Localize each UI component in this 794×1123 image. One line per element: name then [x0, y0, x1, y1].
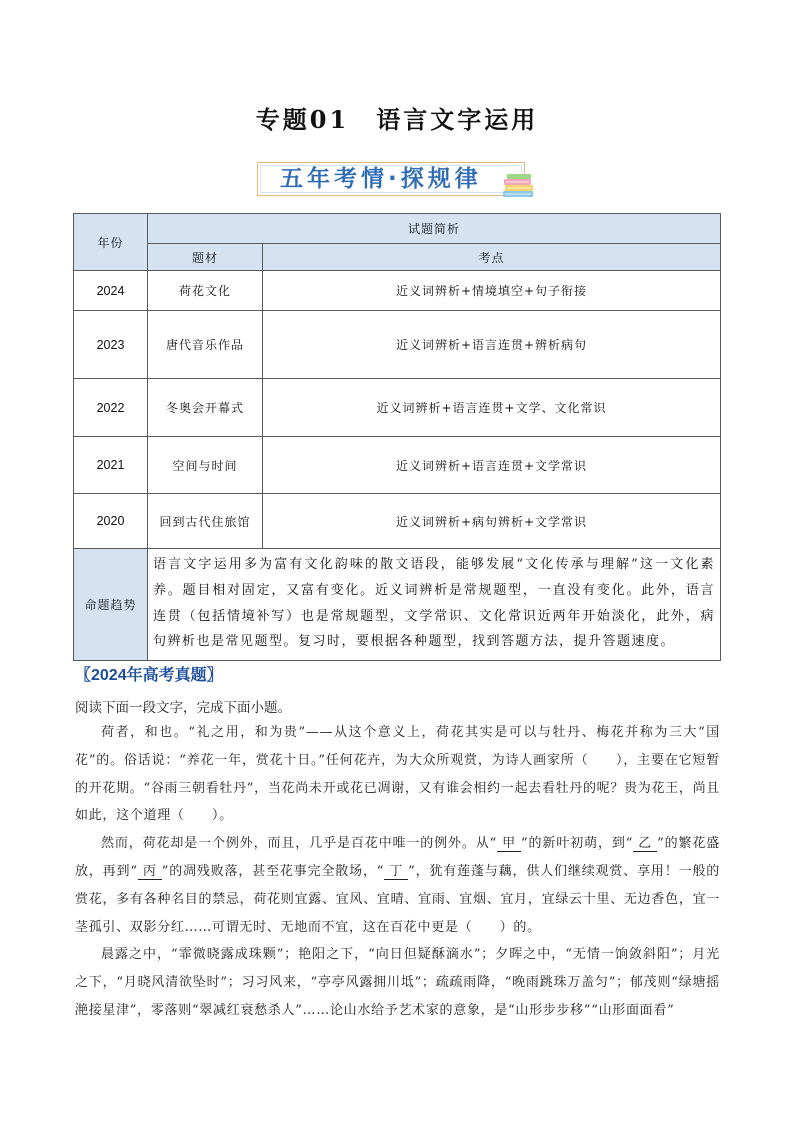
row-topic: 冬奥会开幕式 — [148, 379, 263, 437]
passage-text: ”，犹有莲蓬与藕，供人们继续观赏、享用！一般的赏花，多有各种名目的禁忌，荷花则宜露、宜风、宜晴、宜雨、宜烟、宜月，宜绿云十里、无边香色，宜一茎孤引、双影分红……可谓无时、无地而不宜，这在百花中更是（ ）的。 — [75, 863, 720, 935]
trend-text: 语言文字运用多为富有文化韵味的散文语段，能够发展“文化传承与理解”这一文化素养。题目相对固定，又富有变化。近义词辨析是常规题型，一直没有变化。此外，语言连贯（包括情境补写）也是常规题型，文学常识、文化常识近两年开始淡化，此外，病句辨析也是常见题型。复习时，要根据各种题型，找到答题方法，提升答题速度。 — [148, 549, 721, 661]
row-topic: 回到古代住旅馆 — [148, 494, 263, 549]
table-row — [74, 494, 721, 549]
table-row — [74, 379, 721, 437]
page-title: 专题01 语言文字运用 — [255, 105, 539, 134]
table-row — [74, 311, 721, 379]
exam-analysis-table — [73, 213, 721, 661]
banner-text: 五年考情·探规律 — [280, 166, 482, 192]
trend-label: 命题趋势 — [74, 549, 148, 661]
blank-yi: 乙 — [633, 836, 657, 852]
header-topic: 题材 — [148, 244, 263, 271]
passage-text: ”的新叶初萌，到“ — [521, 836, 634, 852]
passage-text: 然而，荷花却是一个例外，而且，几乎是百花中唯一的例外。从“ — [101, 836, 497, 852]
passage-paragraph-1: 荷者，和也。“礼之用，和为贵”——从这个意义上，荷花其实是可以与牡丹、梅花并称为三大“国花”的。俗话说：“养花一年，赏花十日。”任何花卉，为大众所观赏，为诗人画家所（ ），主要在它短暂的开花期。“谷雨三朝看牡丹”，当花尚未开或花已凋谢，又有谁会相约一起去看牡丹的呢？贵为花王，尚且如此，这个道理（ ）。 — [75, 725, 720, 824]
row-year: 2024 — [74, 271, 148, 311]
passage-paragraph-2 — [75, 830, 720, 941]
book-stack-icon — [501, 173, 537, 199]
row-points: 近义词辨析+语言连贯+文学、文化常识 — [263, 379, 721, 437]
row-points: 近义词辨析+语言连贯+文学常识 — [263, 437, 721, 494]
section-heading: 〖2024年高考真题〗 — [75, 667, 223, 684]
row-year: 2021 — [74, 437, 148, 494]
blank-ding: 丁 — [384, 864, 408, 880]
header-points: 考点 — [263, 244, 721, 271]
reading-passage — [75, 719, 720, 1025]
row-topic: 荷花文化 — [148, 271, 263, 311]
trend-row — [74, 549, 721, 661]
row-points: 近义词辨析+情境填空+句子衔接 — [263, 271, 721, 311]
section-banner — [257, 162, 525, 196]
reading-instruction: 阅读下面一段文字，完成下面小题。 — [75, 700, 291, 715]
table-row — [74, 437, 721, 494]
row-points: 近义词辨析+病句辨析+文学常识 — [263, 494, 721, 549]
header-year: 年份 — [74, 214, 148, 271]
row-topic: 唐代音乐作品 — [148, 311, 263, 379]
row-topic: 空间与时间 — [148, 437, 263, 494]
blank-jia: 甲 — [497, 836, 521, 852]
row-year: 2020 — [74, 494, 148, 549]
passage-text: ”的繁花盛放，再到“ — [75, 836, 720, 879]
header-analysis: 试题简析 — [148, 214, 721, 244]
table-row — [74, 271, 721, 311]
blank-bing: 丙 — [138, 864, 162, 880]
row-points: 近义词辨析+语言连贯+辨析病句 — [263, 311, 721, 379]
row-year: 2022 — [74, 379, 148, 437]
row-year: 2023 — [74, 311, 148, 379]
passage-paragraph-3: 晨露之中，“霏微晓露成珠颗”；艳阳之下，“向日但疑酥滴水”；夕晖之中，“无情一饷敛斜阳”；月光之下，“月晓风清欲坠时”；习习风来，“亭亭风露拥川坻”；疏疏雨降，“晚雨跳珠万盖匀”；郁茂则“绿塘摇滟接星津”，零落则“翠减红衰愁杀人”……论山水给予艺术家的意象，是“山形步步移”“山形面面看” — [75, 947, 720, 1018]
passage-text: ”的凋残败落，甚至花事完全散场，“ — [161, 863, 385, 879]
